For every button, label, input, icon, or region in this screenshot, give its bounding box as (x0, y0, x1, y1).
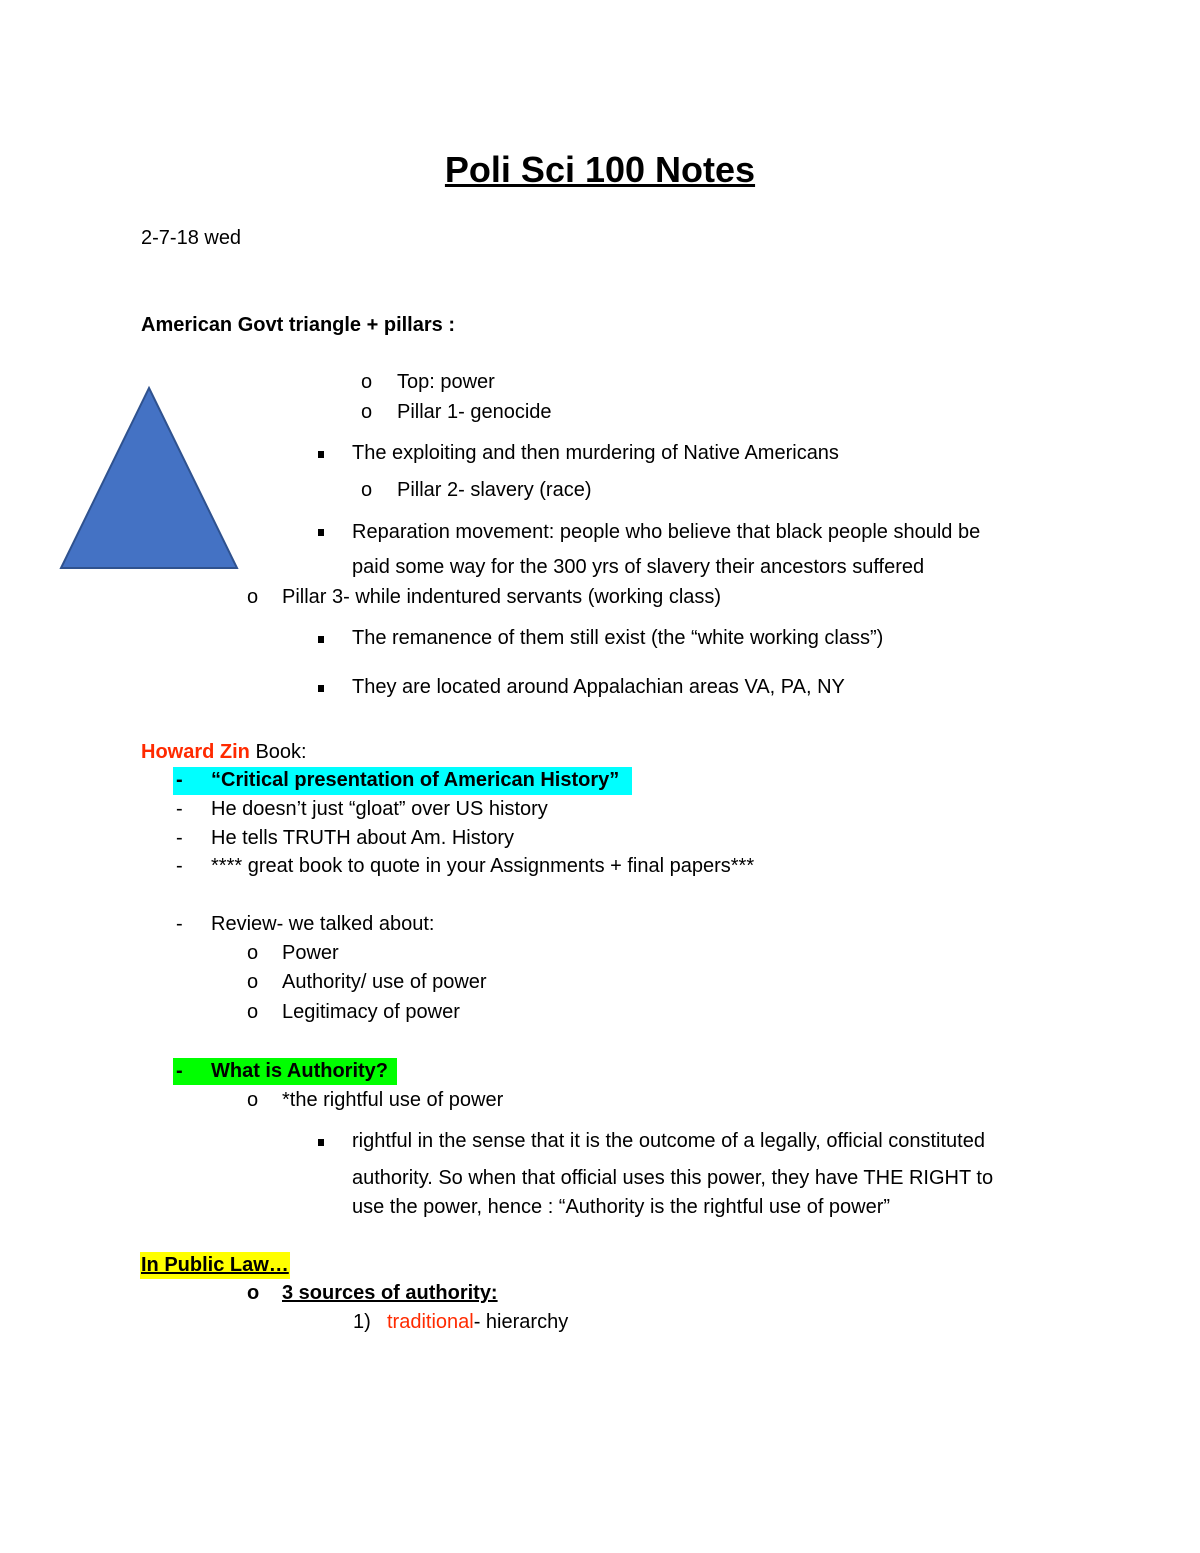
zinn-author: Howard Zin (141, 741, 250, 763)
bullet-circle: o (247, 971, 259, 993)
public-law-heading: In Public Law… (141, 1254, 289, 1276)
zinn-heading (141, 742, 307, 762)
bullet-circle: o (361, 371, 373, 393)
bullet-circle: o (247, 942, 259, 964)
review-item-1: Power (282, 942, 339, 964)
bullet-square (318, 1139, 324, 1146)
bullet-square (318, 685, 324, 692)
triangle-icon (58, 385, 240, 571)
number-marker: 1) (353, 1311, 371, 1333)
zinn-item-3: He tells TRUTH about Am. History (211, 827, 515, 849)
bullet-dash: - (176, 855, 183, 877)
pillar-2: Pillar 2- slavery (race) (397, 479, 592, 501)
zinn-item-2: He doesn’t just “gloat” over US history (211, 798, 548, 820)
source-item-1-term: traditional (387, 1311, 474, 1333)
bullet-circle: o (361, 401, 373, 423)
bullet-dash: - (176, 1060, 183, 1082)
pillar-1: Pillar 1- genocide (397, 401, 552, 423)
review-item-3: Legitimacy of power (282, 1001, 460, 1023)
bullet-dash: - (176, 769, 183, 791)
date-line: 2-7-18 wed (141, 227, 242, 249)
pillar-3: Pillar 3- while indentured servants (working class) (282, 586, 722, 608)
authority-definition: *the rightful use of power (282, 1089, 504, 1111)
zinn-book-label: Book: (249, 741, 307, 763)
bullet-square (318, 636, 324, 643)
bullet-circle: o (247, 1001, 259, 1023)
pillar-3-note-2: They are located around Appalachian areas VA, PA, NY (352, 676, 845, 698)
bullet-square (318, 451, 324, 458)
bullet-circle: o (361, 479, 373, 501)
bullet-circle: o (247, 1282, 260, 1304)
bullet-circle: o (247, 1089, 259, 1111)
bullet-circle: o (247, 586, 259, 608)
bullet-dash: - (176, 827, 183, 849)
pillar-2-note-line1: Reparation movement: people who believe that black people should be (352, 521, 981, 543)
zinn-item-4: **** great book to quote in your Assignments + final papers*** (211, 855, 755, 877)
pillar-3-note-1: The remanence of them still exist (the “white working class”) (352, 627, 884, 649)
bullet-dash: - (176, 913, 183, 935)
review-item-2: Authority/ use of power (282, 971, 487, 993)
govt-heading: American Govt triangle + pillars : (141, 314, 455, 336)
source-item-1 (387, 1312, 568, 1332)
bullet-square (318, 529, 324, 536)
zinn-item-1: “Critical presentation of American History” (211, 769, 620, 791)
review-label: Review- we talked about: (211, 913, 435, 935)
authority-explain-line3: use the power, hence : “Authority is the rightful use of power” (352, 1196, 891, 1218)
pillar-2-note-line2: paid some way for the 300 yrs of slavery their ancestors suffered (352, 556, 925, 578)
pillar-1-note: The exploiting and then murdering of Native Americans (352, 442, 839, 464)
authority-heading: What is Authority? (211, 1060, 389, 1082)
source-item-1-rest: - hierarchy (473, 1311, 569, 1333)
bullet-dash: - (176, 798, 183, 820)
pillar-top: Top: power (397, 371, 495, 393)
page-title: Poli Sci 100 Notes (444, 149, 756, 190)
authority-explain-line2: authority. So when that official uses this power, they have THE RIGHT to (352, 1167, 994, 1189)
authority-explain-line1: rightful in the sense that it is the outcome of a legally, official constituted (352, 1130, 985, 1152)
sources-heading: 3 sources of authority: (282, 1282, 498, 1304)
